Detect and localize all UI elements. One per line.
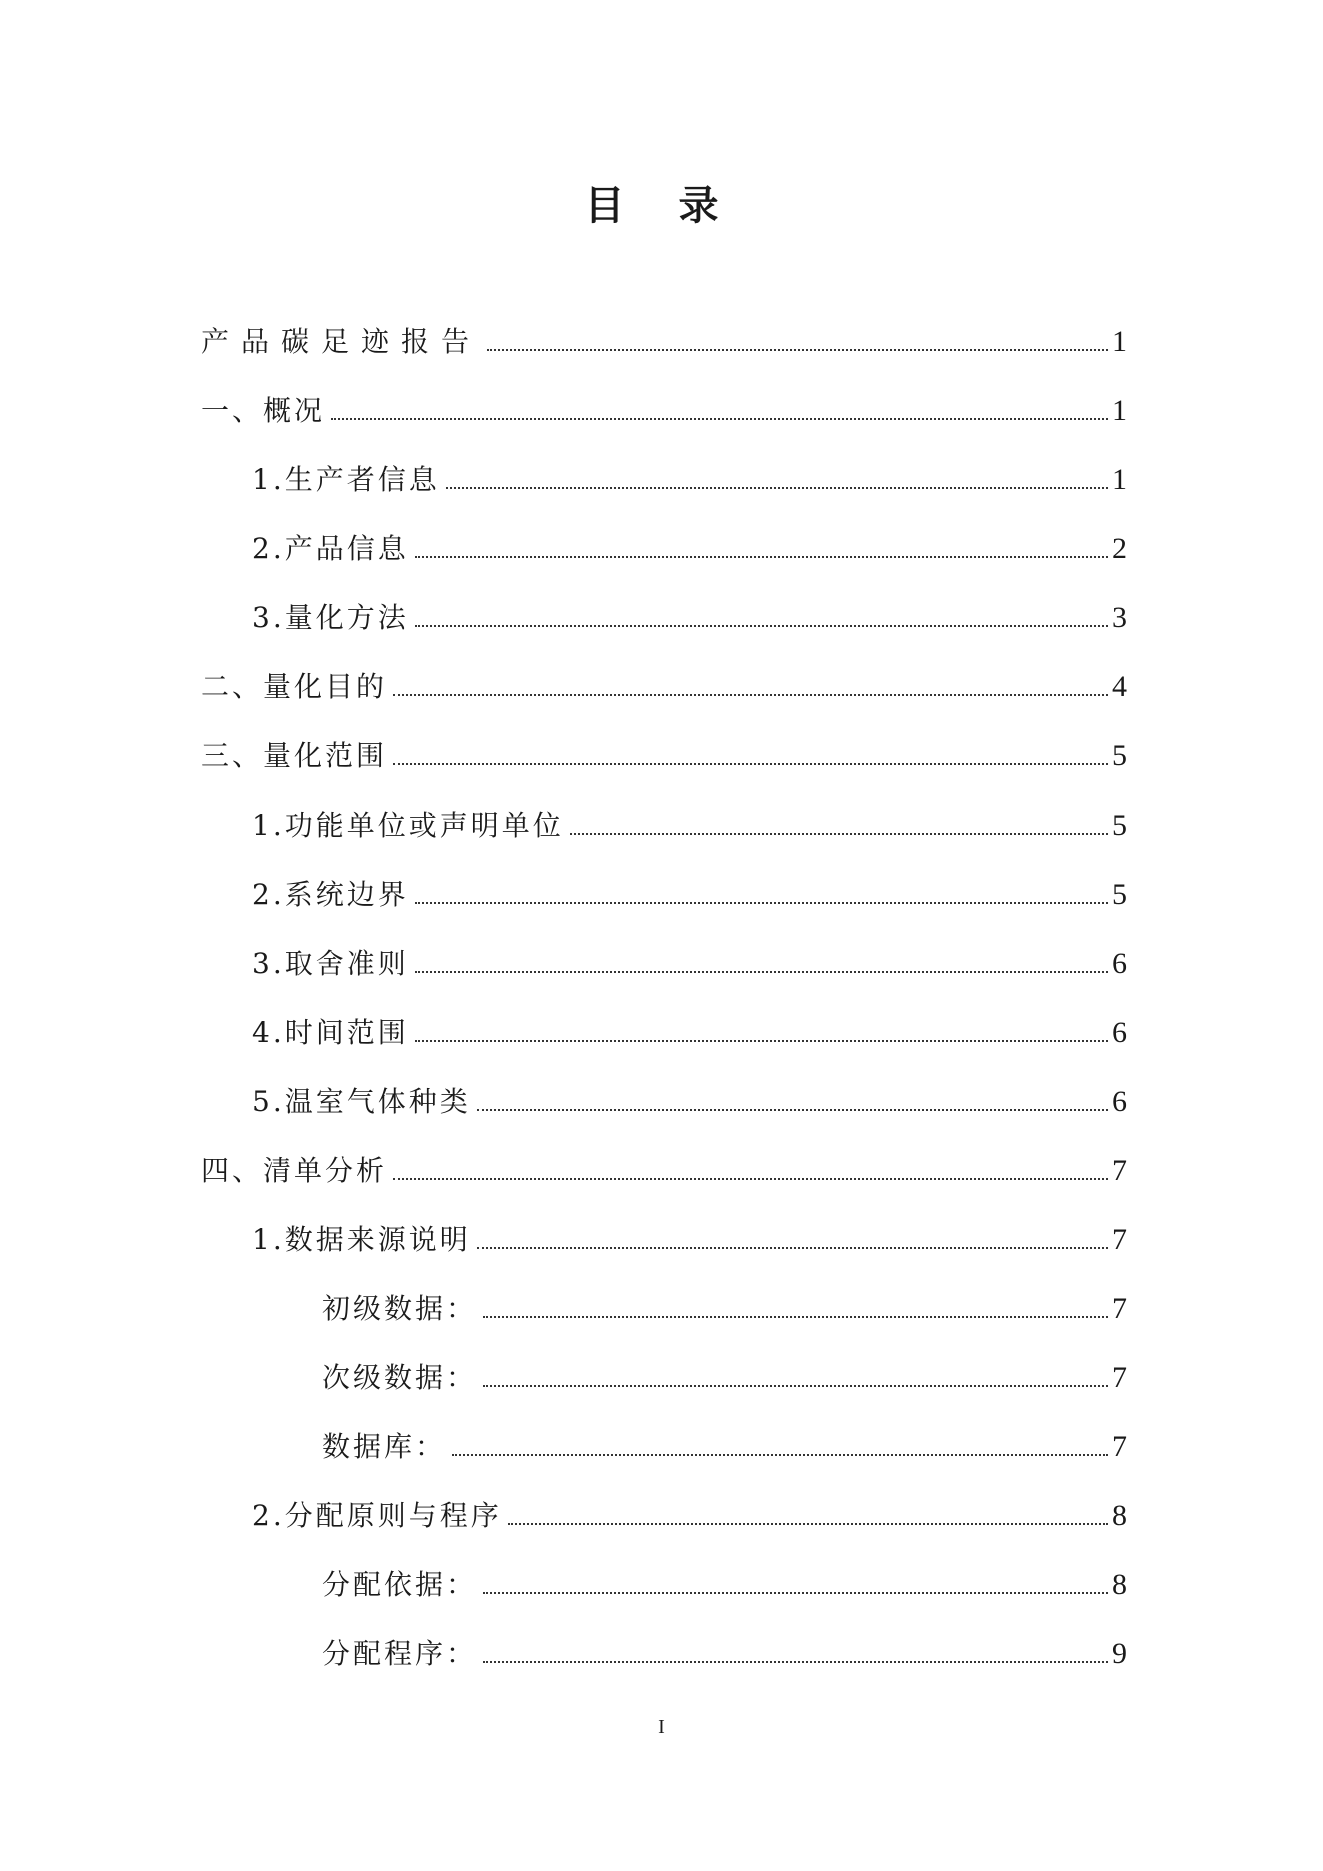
dot-leader [415, 625, 1108, 627]
dot-leader [483, 1316, 1108, 1318]
toc-entry[interactable] [322, 1559, 1127, 1603]
toc-entry-label: 3.量化方法 [252, 601, 409, 634]
dot-leader [415, 1040, 1108, 1042]
toc-entry[interactable] [252, 1076, 1127, 1120]
toc-entry-label: 2.分配原则与程序 [252, 1499, 502, 1532]
toc-entry-label: 5.温室气体种类 [252, 1085, 471, 1118]
toc-entry[interactable] [322, 1628, 1127, 1672]
toc-entry[interactable] [252, 592, 1127, 636]
toc-entry-label: 三、量化范围 [201, 739, 388, 772]
toc-entry[interactable] [201, 1145, 1127, 1189]
dot-leader [483, 1385, 1108, 1387]
toc-entry-label: 1.数据来源说明 [252, 1223, 471, 1256]
dot-leader [393, 1178, 1108, 1180]
toc-entry-label: 3.取舍准则 [252, 947, 409, 980]
toc-entry-page: 5 [1112, 878, 1127, 911]
dot-leader [415, 971, 1108, 973]
toc-entry-page: 8 [1112, 1499, 1127, 1532]
dot-leader [446, 487, 1108, 489]
toc-entry-label: 1.生产者信息 [252, 463, 440, 496]
toc-entry-label: 一、概况 [201, 394, 326, 427]
toc-entry[interactable] [252, 938, 1127, 982]
dot-leader [570, 833, 1108, 835]
toc-entry-label: 次级数据： [322, 1361, 478, 1394]
toc-entry[interactable] [252, 1214, 1127, 1258]
toc-entry-page: 4 [1112, 670, 1127, 703]
toc-entry-label: 四、清单分析 [201, 1154, 388, 1187]
dot-leader [477, 1109, 1108, 1111]
toc-entry-label: 产品碳足迹报告 [201, 325, 482, 358]
toc-entry-label: 数据库： [322, 1430, 447, 1463]
toc-entry-label: 2.产品信息 [252, 532, 409, 565]
toc-entry-page: 7 [1112, 1361, 1127, 1394]
toc-entry-page: 6 [1112, 1085, 1127, 1118]
toc-entry-page: 5 [1112, 739, 1127, 772]
toc-entry-page: 7 [1112, 1430, 1127, 1463]
toc-entry-label: 分配程序： [322, 1637, 478, 1670]
toc-entry-page: 7 [1112, 1154, 1127, 1187]
toc-entry[interactable] [201, 730, 1127, 774]
toc-entry-page: 2 [1112, 532, 1127, 565]
dot-leader [452, 1454, 1108, 1456]
toc-entry-page: 1 [1112, 394, 1127, 427]
toc-entry[interactable] [252, 800, 1127, 844]
dot-leader [483, 1661, 1108, 1663]
toc-entry-page: 3 [1112, 601, 1127, 634]
dot-leader [508, 1523, 1108, 1525]
toc-entry[interactable] [252, 454, 1127, 498]
toc-entry-page: 5 [1112, 809, 1127, 842]
toc-entry-page: 7 [1112, 1223, 1127, 1256]
toc-entry[interactable] [252, 1007, 1127, 1051]
toc-entry-label: 2.系统边界 [252, 878, 409, 911]
toc-entry[interactable] [252, 523, 1127, 567]
toc-entry-page: 6 [1112, 947, 1127, 980]
toc-entry[interactable] [201, 661, 1127, 705]
dot-leader [477, 1247, 1108, 1249]
page-footer-number: I [658, 1716, 665, 1738]
toc-entry-label: 1.功能单位或声明单位 [252, 809, 564, 842]
toc-title: 目 录 [584, 182, 739, 229]
dot-leader [393, 694, 1108, 696]
dot-leader [415, 556, 1108, 558]
toc-entry-label: 初级数据： [322, 1292, 478, 1325]
toc-entry-label: 4.时间范围 [252, 1016, 409, 1049]
dot-leader [415, 902, 1108, 904]
toc-entry-label: 分配依据： [322, 1568, 478, 1601]
toc-entry-page: 6 [1112, 1016, 1127, 1049]
toc-entry[interactable] [322, 1352, 1127, 1396]
toc-entry-label: 二、量化目的 [201, 670, 388, 703]
toc-entry[interactable] [201, 316, 1127, 360]
toc-entry-page: 1 [1112, 463, 1127, 496]
dot-leader [487, 349, 1108, 351]
toc-entry-page: 1 [1112, 325, 1127, 358]
toc-entry-page: 7 [1112, 1292, 1127, 1325]
toc-entry[interactable] [252, 1490, 1127, 1534]
toc-entry[interactable] [201, 385, 1127, 429]
toc-entry[interactable] [252, 869, 1127, 913]
toc-entry-page: 8 [1112, 1568, 1127, 1601]
toc-entry[interactable] [322, 1421, 1127, 1465]
toc-entry[interactable] [322, 1283, 1127, 1327]
dot-leader [483, 1592, 1108, 1594]
dot-leader [393, 763, 1108, 765]
toc-entry-page: 9 [1112, 1637, 1127, 1670]
dot-leader [331, 418, 1108, 420]
